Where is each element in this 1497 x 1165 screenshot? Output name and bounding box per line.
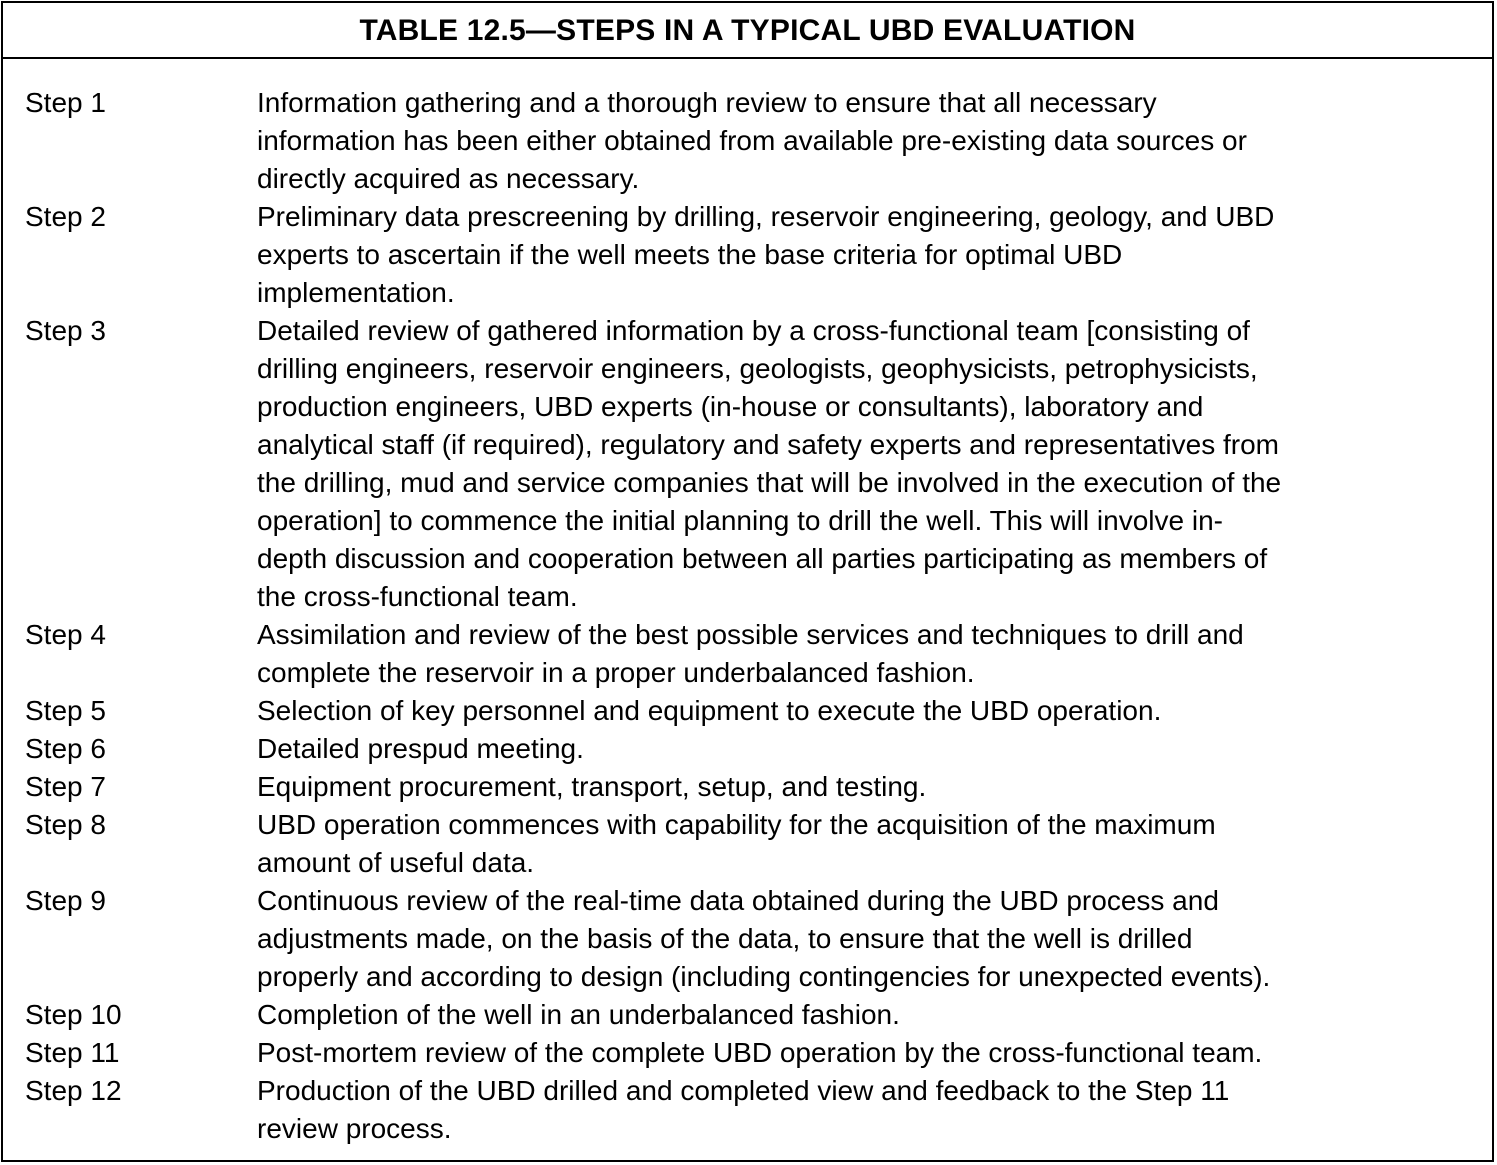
- step-label: Step 11: [25, 1037, 120, 1068]
- step-description: Detailed review of gathered information by a cross-functional team [consisting of drilling engineers, reservoir engineers, geologists, geophysicists, petrophysicists, production engineers, UBD experts (in-house or consultants), laboratory and analytical staff (if required), regulatory and safety experts and representatives from the drilling, mud and service companies that will be involved in the execution of the operation] to commence the initial planning to drill the well. This will involve in- depth discussion and cooperation between all parties participating as members of the cross-functional team.: [257, 315, 1282, 612]
- step-description: Equipment procurement, transport, setup, and testing.: [257, 771, 927, 802]
- step-description: Detailed prespud meeting.: [257, 733, 584, 764]
- step-description: Selection of key personnel and equipment to execute the UBD operation.: [257, 695, 1162, 726]
- step-description: Information gathering and a thorough review to ensure that all necessary information has been either obtained from available pre-existing data sources or directly acquired as necessary.: [257, 87, 1247, 194]
- step-label: Step 7: [25, 771, 106, 802]
- table-title: TABLE 12.5—STEPS IN A TYPICAL UBD EVALUATION: [3, 3, 1492, 59]
- step-row: [25, 882, 1482, 996]
- step-label: Step 1: [25, 87, 106, 118]
- step-row: [25, 806, 1482, 882]
- step-row: [25, 1034, 1482, 1072]
- steps-table: [1, 1, 1494, 1162]
- step-row: [25, 84, 1482, 198]
- step-label: Step 9: [25, 885, 106, 916]
- step-description: UBD operation commences with capability for the acquisition of the maximum amount of useful data.: [257, 809, 1216, 878]
- step-row: [25, 616, 1482, 692]
- step-label: Step 3: [25, 315, 106, 346]
- step-row: [25, 198, 1482, 312]
- steps-list: [25, 84, 1482, 1148]
- step-row: [25, 730, 1482, 768]
- step-label: Step 4: [25, 619, 106, 650]
- step-row: [25, 1072, 1482, 1148]
- step-row: [25, 768, 1482, 806]
- step-label: Step 6: [25, 733, 106, 764]
- step-label: Step 10: [25, 999, 122, 1030]
- step-description: Continuous review of the real-time data obtained during the UBD process and adjustments made, on the basis of the data, to ensure that the well is drilled properly and according to design (including contingencies for unexpected events).: [257, 885, 1271, 992]
- step-label: Step 2: [25, 201, 106, 232]
- step-row: [25, 312, 1482, 616]
- step-description: Production of the UBD drilled and completed view and feedback to the Step 11 review process.: [257, 1075, 1230, 1144]
- step-label: Step 8: [25, 809, 106, 840]
- step-label: Step 12: [25, 1075, 122, 1106]
- step-description: Post-mortem review of the complete UBD operation by the cross-functional team.: [257, 1037, 1263, 1068]
- step-row: [25, 996, 1482, 1034]
- step-description: Preliminary data prescreening by drilling, reservoir engineering, geology, and UBD experts to ascertain if the well meets the base criteria for optimal UBD implementation.: [257, 201, 1275, 308]
- step-description: Assimilation and review of the best possible services and techniques to drill and complete the reservoir in a proper underbalanced fashion.: [257, 619, 1244, 688]
- step-label: Step 5: [25, 695, 106, 726]
- step-description: Completion of the well in an underbalanced fashion.: [257, 999, 900, 1030]
- step-row: [25, 692, 1482, 730]
